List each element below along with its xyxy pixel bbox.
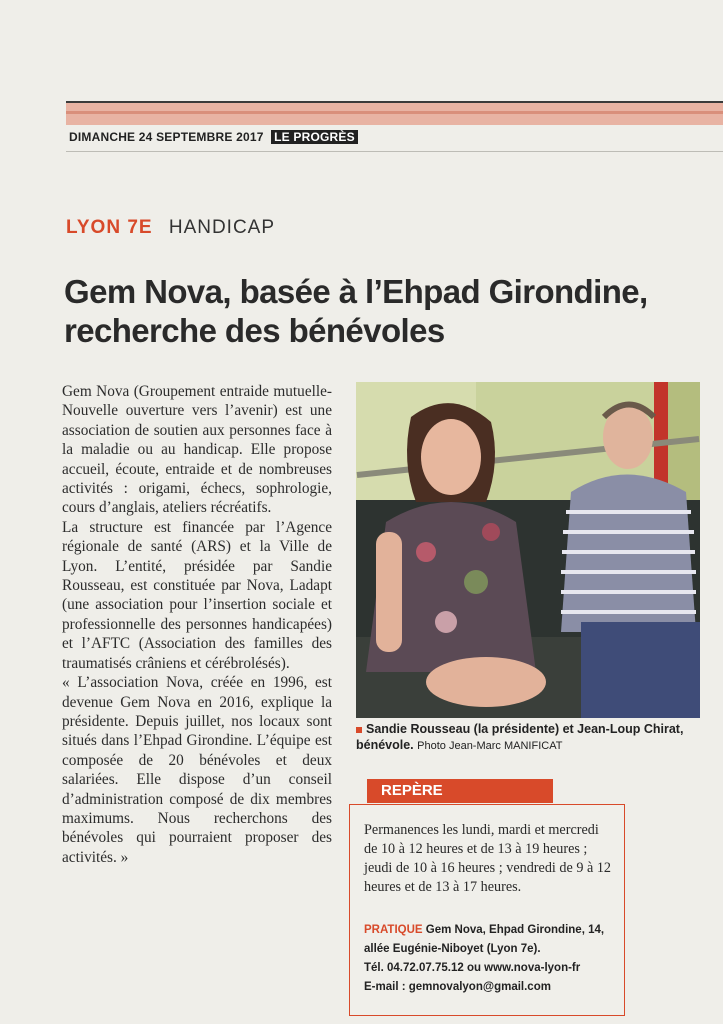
page-header-band bbox=[66, 101, 723, 125]
publication-date: DIMANCHE 24 SEPTEMBRE 2017 bbox=[69, 130, 264, 144]
practical-info bbox=[364, 921, 624, 997]
info-box bbox=[349, 782, 625, 1016]
section-topic: HANDICAP bbox=[168, 217, 276, 238]
caption-bullet bbox=[356, 727, 362, 733]
address: Gem Nova, Ehpad Girondine, 14, allée Eugénie-Niboyet (Lyon 7e). bbox=[364, 924, 605, 955]
article-paragraph: La structure est financée par l’Agence régionale de santé (ARS) et la Ville de Lyon. L’entité, présidée par Sandie Rousseau, est constituée par Nova, Ladapt (une association pour l’insertion sociale et professionnelle des personnes handicapées) et l’AFTC (Association des familles des traumatisés crâniens et cérébrolésés). bbox=[62, 518, 332, 672]
caption-text: Sandie Rousseau (la présidente) et Jean-Loup Chirat, bénévole. bbox=[356, 722, 684, 752]
article-body bbox=[62, 382, 332, 867]
article-paragraph: Gem Nova (Groupement entraide mutuelle-Nouvelle ouverture vers l’avenir) est une association de soutien aux personnes face à la maladie ou au handicap. Elle propose accueil, écoute, entraide et de nombreuses activités : origami, échecs, sophrologie, cours d’anglais, ateliers récréatifs. bbox=[62, 383, 332, 517]
divider bbox=[66, 151, 723, 152]
newspaper-name: LE PROGRÈS bbox=[271, 130, 358, 144]
pratique-label: PRATIQUE bbox=[364, 924, 423, 936]
phone-website: Tél. 04.72.07.75.12 ou www.nova-lyon-fr bbox=[364, 962, 581, 974]
photo-illustration bbox=[356, 382, 700, 718]
section-label bbox=[66, 217, 275, 239]
email: E-mail : gemnovalyon@gmail.com bbox=[364, 981, 551, 993]
article-headline: Gem Nova, basée à l’Ehpad Girondine, recherche des bénévoles bbox=[64, 273, 648, 349]
opening-hours: Permanences les lundi, mardi et mercredi de 10 à 12 heures et de 13 à 19 heures ; jeudi de 10 à 16 heures ; vendredi de 9 à 12 heures et de 13 à 17 heures. bbox=[364, 822, 612, 895]
info-box-title: REPÈRE bbox=[367, 779, 553, 803]
article-photo bbox=[356, 382, 700, 718]
article-paragraph: « L’association Nova, créée en 1996, est devenue Gem Nova en 2016, explique la présidente. Depuis juillet, nos locaux sont situés dans l’Ehpad Girondine. L’équipe est composée de 20 bénévoles et deux salariées. Elle dispose d’un conseil d’administration composé de dix membres maximums. Nous recherchons des bénévoles qui pourraient proposer des activités. » bbox=[62, 674, 332, 866]
section-city: LYON 7E bbox=[66, 217, 153, 238]
photo-caption bbox=[356, 721, 706, 754]
photo-credit: Photo Jean-Marc MANIFICAT bbox=[417, 740, 563, 752]
dateline bbox=[69, 130, 358, 144]
